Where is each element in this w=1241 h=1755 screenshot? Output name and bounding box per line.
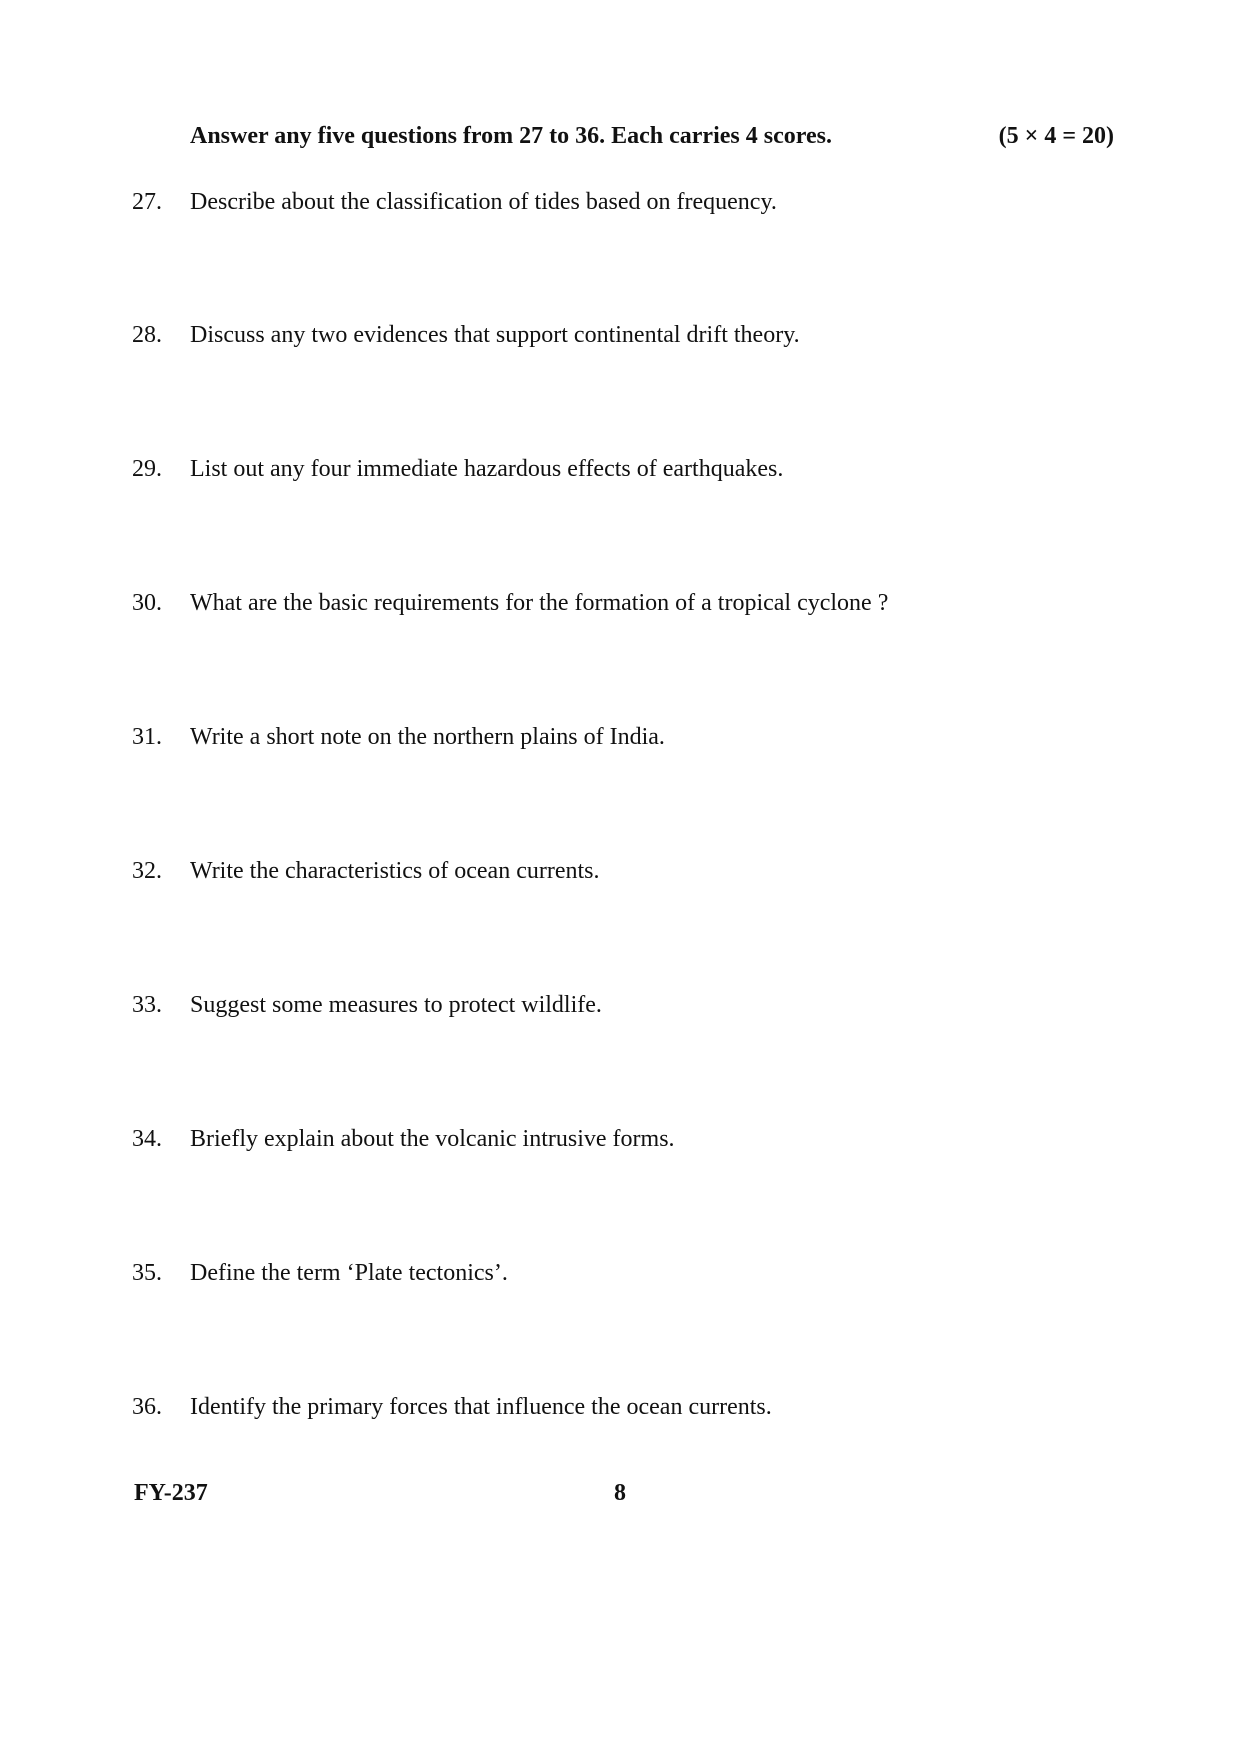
question-number: 28. bbox=[132, 322, 162, 348]
question-text: List out any four immediate hazardous effects of earthquakes. bbox=[190, 456, 784, 482]
question-36 bbox=[132, 1394, 1112, 1421]
question-number: 34. bbox=[132, 1126, 162, 1152]
question-number: 27. bbox=[132, 189, 162, 215]
question-32 bbox=[132, 858, 1112, 885]
question-28 bbox=[132, 322, 1112, 349]
question-text: Identify the primary forces that influence the ocean currents. bbox=[190, 1394, 772, 1420]
question-number: 36. bbox=[132, 1394, 162, 1420]
question-number: 32. bbox=[132, 858, 162, 884]
question-30 bbox=[132, 590, 1112, 617]
question-31 bbox=[132, 724, 1112, 751]
question-27 bbox=[132, 189, 1112, 216]
question-35 bbox=[132, 1260, 1112, 1287]
question-34 bbox=[132, 1126, 1112, 1153]
question-text: Suggest some measures to protect wildlife. bbox=[190, 992, 602, 1018]
question-text: Discuss any two evidences that support continental drift theory. bbox=[190, 322, 800, 348]
page-number: 8 bbox=[614, 1480, 626, 1506]
question-number: 29. bbox=[132, 456, 162, 482]
instruction-text: Answer any five questions from 27 to 36. Each carries 4 scores. bbox=[190, 123, 832, 149]
question-text: Write a short note on the northern plains of India. bbox=[190, 724, 665, 750]
question-number: 31. bbox=[132, 724, 162, 750]
paper-code: FY-237 bbox=[134, 1480, 208, 1506]
question-33 bbox=[132, 992, 1112, 1019]
question-29 bbox=[132, 456, 1112, 483]
question-text: Briefly explain about the volcanic intrusive forms. bbox=[190, 1126, 675, 1152]
question-number: 30. bbox=[132, 590, 162, 616]
question-number: 33. bbox=[132, 992, 162, 1018]
question-text: Write the characteristics of ocean currents. bbox=[190, 858, 600, 884]
question-number: 35. bbox=[132, 1260, 162, 1286]
question-text: What are the basic requirements for the formation of a tropical cyclone ? bbox=[190, 590, 889, 616]
section-instruction bbox=[190, 123, 1114, 150]
question-text: Define the term ‘Plate tectonics’. bbox=[190, 1260, 508, 1286]
marks-allocation: (5 × 4 = 20) bbox=[998, 123, 1114, 149]
question-text: Describe about the classification of tides based on frequency. bbox=[190, 189, 777, 215]
